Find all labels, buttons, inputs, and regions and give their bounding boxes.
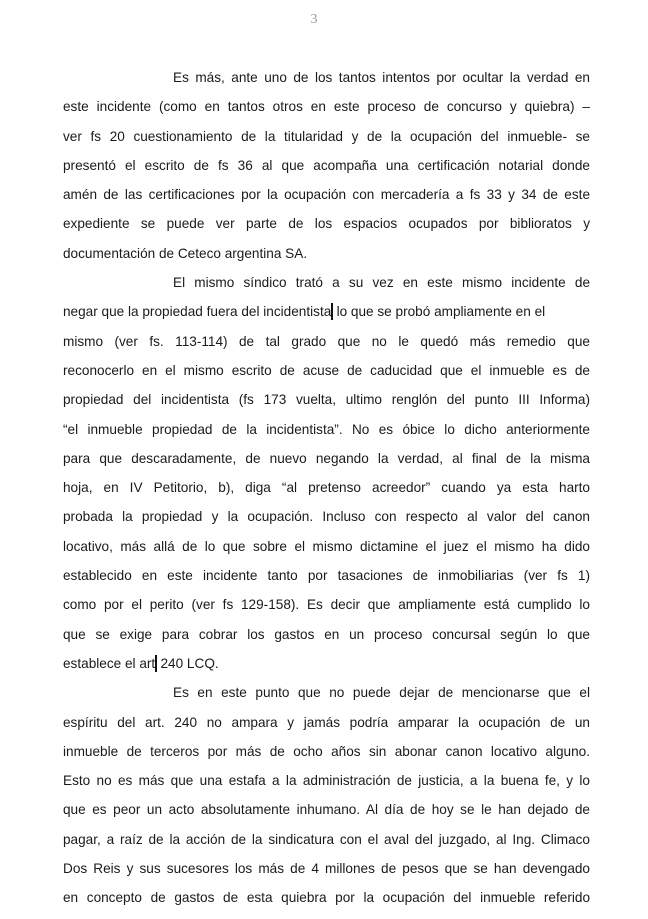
- text-line: que es peor un acto absolutamente inhumano. Al día de hoy se le han dejado de: [63, 802, 590, 818]
- text-line: inmueble de terceros por más de ocho años sin abonar canon locativo alguno.: [63, 743, 590, 759]
- text-line: reconocerlo en el mismo escrito de acuse de caducidad que el inmueble es de: [63, 362, 590, 378]
- page-number: 3: [310, 12, 318, 27]
- text-line: mismo (ver fs. 113-114) de tal grado que no le quedó más remedio que: [63, 333, 590, 349]
- text-line: como por el perito (ver fs 129-158). Es decir que ampliamente está cumplido lo: [63, 597, 590, 613]
- text-line: Es en este punto que no puede dejar de mencionarse que el: [173, 685, 590, 701]
- paragraph-1: [63, 63, 590, 268]
- paragraph-3: [63, 678, 590, 912]
- text-line: espíritu del art. 240 no ampara y jamás podría amparar la ocupación de un: [63, 714, 590, 730]
- text-line: [63, 649, 590, 678]
- text-line: este incidente (como en tantos otros en este proceso de concurso y quiebra) –: [63, 99, 590, 115]
- text-line: El mismo síndico trató a su vez en este mismo incidente de: [173, 275, 590, 291]
- text-line: documentación de Ceteco argentina SA.: [63, 245, 308, 261]
- text-line: hoja, en IV Petitorio, b), diga “al pretenso acreedor” cuando ya esta harto: [63, 480, 590, 496]
- text-line: probada la propiedad y la ocupación. Incluso con respecto al valor del canon: [63, 509, 590, 525]
- text-line: presentó el escrito de fs 36 al que acompaña una certificación notarial donde: [63, 157, 590, 173]
- text-line: Esto no es más que una estafa a la administración de justicia, a la buena fe, y lo: [63, 773, 590, 789]
- text-line: establecido en este incidente tanto por tasaciones de inmobiliarias (ver fs 1): [63, 568, 590, 584]
- text-segment: 240 LCQ.: [156, 655, 219, 671]
- text-line: propiedad del incidentista (fs 173 vuelta, ultimo renglón del punto III Informa): [63, 392, 590, 408]
- text-line: Es más, ante uno de los tantos intentos por ocultar la verdad en: [173, 70, 590, 85]
- text-line: que se exige para cobrar los gastos en un proceso concursal según lo que: [63, 626, 590, 642]
- text-segment: establece el art: [63, 655, 156, 671]
- text-line: [63, 297, 590, 326]
- text-segment: lo que se probó ampliamente en el: [332, 304, 546, 320]
- document-body[interactable]: [63, 63, 590, 913]
- text-line: locativo, más allá de lo que sobre el mismo dictamine el juez el mismo ha dido: [63, 538, 590, 554]
- text-segment: negar que la propiedad fuera del incidentista: [63, 304, 332, 320]
- text-line: para que descaradamente, de nuevo negando la verdad, al final de la misma: [63, 450, 590, 466]
- text-line: ver fs 20 cuestionamiento de la titularidad y de la ocupación del inmueble- se: [63, 128, 590, 144]
- text-line: en concepto de gastos de esta quiebra por la ocupación del inmueble referido: [63, 890, 590, 906]
- paragraph-2: [63, 268, 590, 678]
- text-line: pagar, a raíz de la acción de la sindicatura con el aval del juzgado, al Ing. Climaco: [63, 831, 590, 847]
- text-line: “el inmueble propiedad de la incidentista”. No es óbice lo dicho anteriormente: [63, 421, 590, 437]
- text-line: Dos Reis y sus sucesores los más de 4 millones de pesos que se han devengado: [63, 861, 590, 877]
- text-line: expediente se puede ver parte de los espacios ocupados por biblioratos y: [63, 216, 590, 232]
- text-line: amén de las certificaciones por la ocupación con mercadería a fs 33 y 34 de este: [63, 187, 590, 203]
